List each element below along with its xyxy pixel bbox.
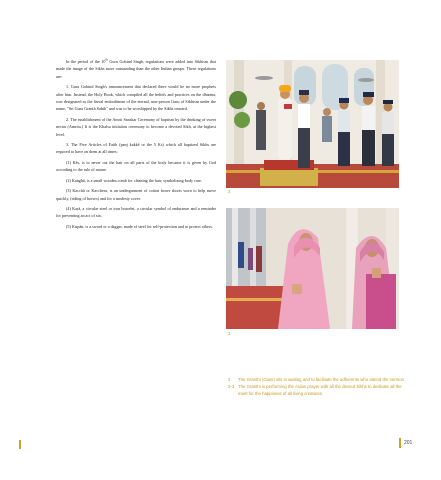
page-number: 201 (404, 440, 413, 446)
caption-2 (228, 376, 408, 383)
regulation-1: 1. Guru Gobind Singh's announcement that declared there would be no more prophets after him. Instead, the Holy Book, which compiled all the beliefs and practices on the dharma, was designated as the literal embodiment of the eternal, non-person Guru of Sikhism under the name, "Sri Guru Granth Sahib" and was to be worshipped by the Sikhs onward. (56, 84, 216, 112)
temple-ceremony-illustration (226, 60, 399, 188)
ordinal-suffix: th (105, 57, 108, 62)
intro-text-end: Guru Gobind Singh, regulations were added into Sikhism that made the image of the Sikhs more outstanding than the other Indian groups. These regulations are: (56, 59, 216, 79)
body-text-column (56, 58, 216, 233)
temple-ceremony-photo (226, 60, 399, 188)
photo-captions (228, 376, 408, 397)
women-praying-photo (226, 208, 399, 329)
article-kara: (4) Kaṛā, a circular steel or iron bracelet, a circular symbol of endurance and a reminder for preventing an act of sin. (56, 205, 216, 219)
caption-2-3 (228, 383, 408, 397)
intro-text-start: In the period of the 10 (66, 59, 106, 64)
intro-paragraph (56, 58, 216, 80)
caption-text: The Granthi is performing the Ardas prayer with all the devout Sikhs to dedicate all the merit for the happiness of all living creatures (238, 384, 402, 396)
photo-number-2: 2 (228, 189, 231, 194)
article-kirpan: (5) Kirpān, is a sword or a dagger, made of steel for self-protection and to protect others. (66, 223, 213, 229)
caption-number: 2-3 (228, 384, 235, 389)
photo-number-3: 3 (228, 331, 231, 336)
caption-text: The Granthi (Giani) sits in waiting and to facilitate the adherents who attend the sermon (238, 377, 404, 382)
women-praying-illustration (226, 208, 399, 329)
page-number-rule (399, 438, 401, 448)
article-kaccha: (3) Kacchā or Kacchera, is an undergarment of cotton boxer shorts worn to help move quickly, (riding of horses) and for a modesty cover. (56, 188, 216, 201)
regulation-3: 3. The Five Articles of Faith (panj kakkē or the 5 Ks) which all baptized Sikhs are required to have on them at all times: (56, 142, 216, 155)
article-kes: (1) Kēs, is to never cut the hair on all parts of the body because it is given by God according to the rule of nature. (56, 159, 216, 173)
caption-number: 2 (228, 377, 231, 382)
article-kangha: (2) Kaṅghā, is a small wooden comb for cleaning the hair, symbolizing body care. (66, 177, 202, 183)
margin-accent-mark (19, 440, 21, 449)
regulation-2: 2. The establishment of the Amrit Sanskar Ceremony of baptism by the drinking of sweet nectar (Amrita.) It is the Khalsa initiation ceremony to become a devoted Sikh, at the highest level. (56, 116, 216, 137)
